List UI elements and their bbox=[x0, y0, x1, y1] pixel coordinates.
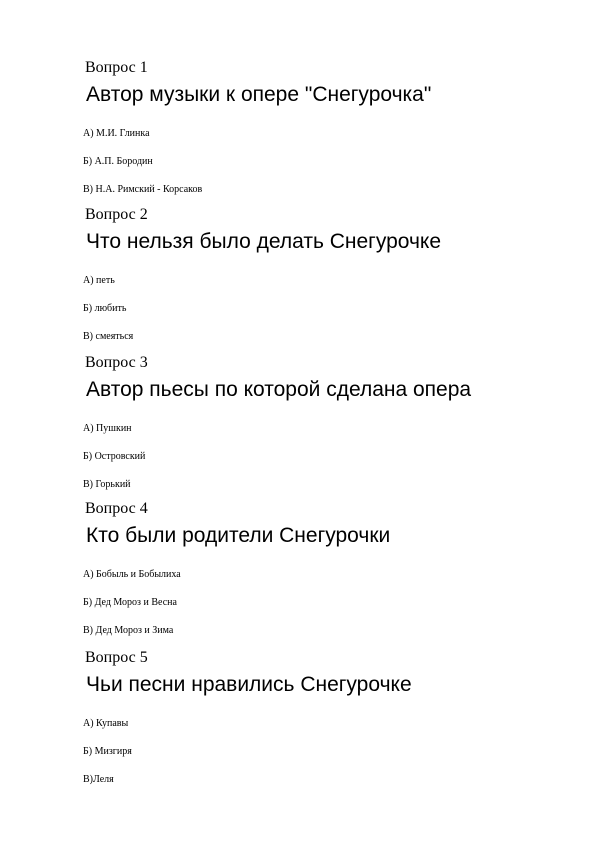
answer-option: А) петь bbox=[83, 275, 115, 286]
question-number: Вопрос 1 bbox=[85, 59, 148, 76]
answer-option: А) Купавы bbox=[83, 718, 129, 729]
question-title: Чьи песни нравились Снегурочке bbox=[86, 673, 412, 696]
answer-option: А) Пушкин bbox=[83, 423, 132, 434]
answer-option: Б) Островский bbox=[83, 451, 146, 462]
answer-option: В) смеяться bbox=[83, 331, 134, 342]
answer-option: Б) А.П. Бородин bbox=[83, 156, 153, 167]
answer-option: Б) Дед Мороз и Весна bbox=[83, 597, 177, 608]
answer-option: В) Н.А. Римский - Корсаков bbox=[83, 184, 203, 195]
question-number: Вопрос 2 bbox=[85, 206, 148, 223]
answer-option: А) Бобыль и Бобылиха bbox=[83, 569, 181, 580]
question-number: Вопрос 5 bbox=[85, 649, 148, 666]
question-title: Автор музыки к опере "Снегурочка" bbox=[86, 83, 432, 106]
question-number: Вопрос 4 bbox=[85, 500, 148, 517]
answer-option: Б) Мизгиря bbox=[83, 746, 132, 757]
question-number: Вопрос 3 bbox=[85, 354, 148, 371]
question-title: Автор пьесы по которой сделана опера bbox=[86, 378, 472, 401]
answer-option: В)Леля bbox=[83, 774, 114, 785]
question-title: Кто были родители Снегурочки bbox=[86, 524, 391, 547]
answer-option: В) Дед Мороз и Зима bbox=[83, 625, 174, 636]
question-title: Что нельзя было делать Снегурочке bbox=[86, 230, 442, 253]
answer-option: В) Горький bbox=[83, 479, 131, 490]
answer-option: Б) любить bbox=[83, 303, 127, 314]
answer-option: А) М.И. Глинка bbox=[83, 128, 150, 139]
